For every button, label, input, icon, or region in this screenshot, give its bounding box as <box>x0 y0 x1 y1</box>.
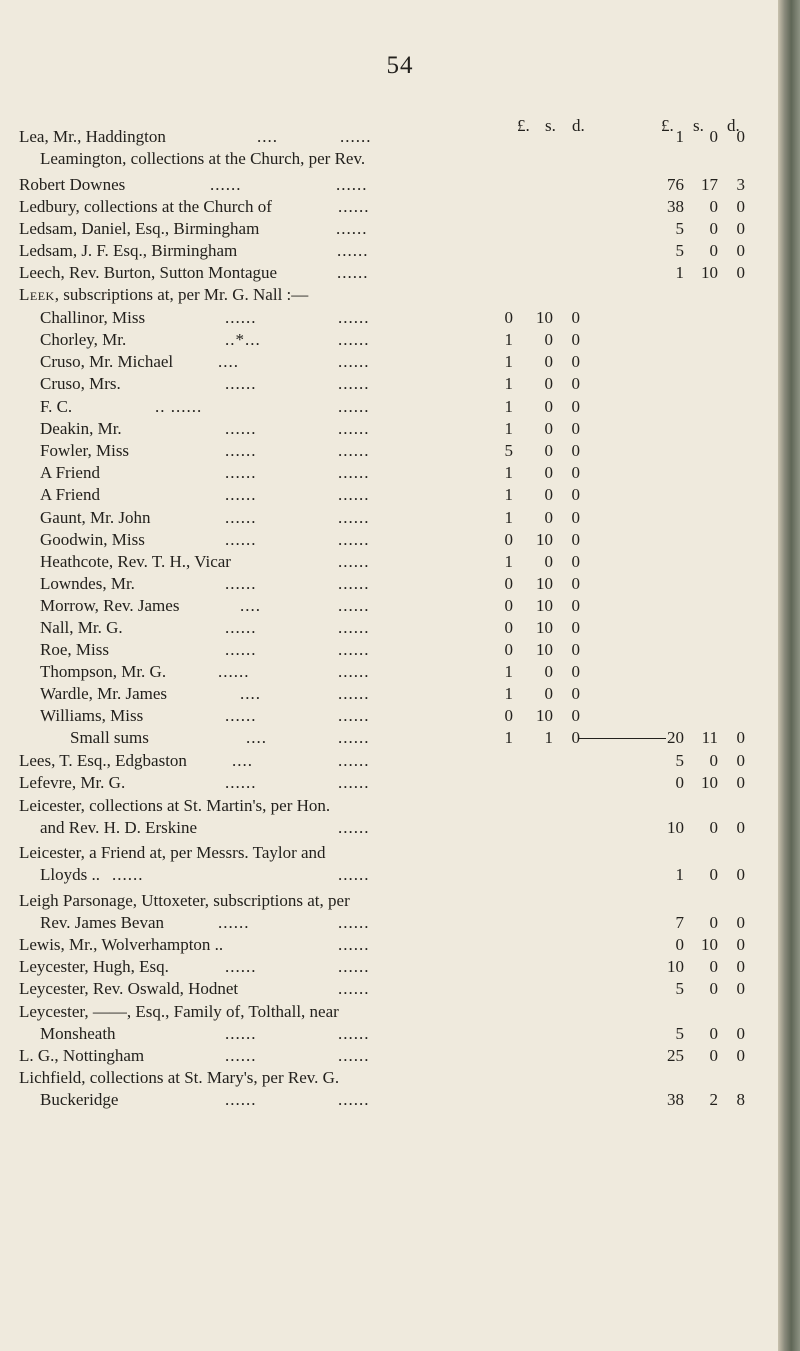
header-pounds: £. <box>517 116 530 135</box>
leader-dots: ...... <box>338 419 370 438</box>
amount-pence: 3 <box>736 175 745 194</box>
amount-shillings: 11 <box>701 728 718 747</box>
list-item <box>0 617 782 639</box>
leader-dots: ...... <box>218 913 250 932</box>
amount-pounds: 1 <box>504 419 513 438</box>
amount-shillings: 0 <box>544 419 553 438</box>
entry-name: Gaunt, Mr. John <box>40 508 151 527</box>
amount-shillings: 10 <box>701 935 718 954</box>
entry-name: Monsheath <box>40 1024 116 1043</box>
amount-pence: 0 <box>571 662 580 681</box>
entry-name: Rev. James Bevan <box>40 913 165 932</box>
amount-pounds: 1 <box>504 352 513 371</box>
leader-dots: .... <box>246 728 267 747</box>
amount-shillings: 0 <box>544 552 553 571</box>
entry-name: Leicester, collections at St. Martin's, per Hon. <box>19 796 331 815</box>
leader-dots: .... <box>240 684 261 703</box>
list-item <box>0 750 782 772</box>
leader-dots: ...... <box>338 706 370 725</box>
amount-pounds: 1 <box>675 263 684 282</box>
amount-pounds: 1 <box>675 865 684 884</box>
leader-dots: ...... <box>225 1024 257 1043</box>
amount-pounds: 0 <box>675 773 684 792</box>
amount-shillings: 10 <box>536 574 553 593</box>
list-item <box>0 934 782 956</box>
entry-name: Leek, subscriptions at, per Mr. G. Nall :— <box>19 285 309 304</box>
leader-dots: ...... <box>225 374 257 393</box>
entry-name: Buckeridge <box>40 1090 119 1109</box>
list-item <box>0 262 782 284</box>
amount-pounds: 1 <box>504 397 513 416</box>
amount-shillings: 0 <box>709 127 718 146</box>
list-item <box>0 484 782 506</box>
amount-shillings: 0 <box>709 219 718 238</box>
entry-name: Chorley, Mr. <box>40 330 127 349</box>
amount-shillings: 0 <box>709 979 718 998</box>
list-item <box>0 772 782 794</box>
leader-dots: ...... <box>338 530 370 549</box>
leader-dots: ..*... <box>225 330 261 349</box>
list-item <box>0 864 782 886</box>
amount-pence: 0 <box>571 308 580 327</box>
list-item <box>0 507 782 529</box>
leader-dots: ...... <box>225 419 257 438</box>
entry-name: A Friend <box>40 485 100 504</box>
entry-name: Williams, Miss <box>40 706 144 725</box>
amount-pence: 0 <box>571 397 580 416</box>
amount-shillings: 0 <box>709 1024 718 1043</box>
entry-name: Leamington, collections at the Church, per Rev. <box>40 149 366 168</box>
list-item <box>0 595 782 617</box>
leader-dots: ...... <box>338 618 370 637</box>
header-shillings: s. <box>693 116 704 135</box>
leader-dots: ...... <box>338 1090 370 1109</box>
amount-pence: 0 <box>736 127 745 146</box>
list-item <box>0 1089 782 1111</box>
amount-pence: 0 <box>571 618 580 637</box>
list-item <box>0 126 782 148</box>
leader-dots: ...... <box>338 684 370 703</box>
list-item <box>0 396 782 418</box>
list-item <box>0 817 782 839</box>
amount-pounds: 1 <box>504 684 513 703</box>
entry-name: Lea, Mr., Haddington <box>19 127 166 146</box>
page-number: 54 <box>386 52 414 79</box>
amount-pounds: 1 <box>504 662 513 681</box>
entry-name: Robert Downes <box>19 175 126 194</box>
leader-dots: ...... <box>338 1046 370 1065</box>
leader-dots: ...... <box>225 485 257 504</box>
leader-dots: ...... <box>112 865 144 884</box>
leader-dots: ...... <box>338 935 370 954</box>
leader-dots: ...... <box>225 574 257 593</box>
entry-name: Morrow, Rev. James <box>40 596 180 615</box>
leader-dots: ...... <box>338 865 370 884</box>
entry-name: Lowndes, Mr. <box>40 574 135 593</box>
leader-dots: ...... <box>338 441 370 460</box>
amount-shillings: 0 <box>709 197 718 216</box>
list-item <box>0 196 782 218</box>
leader-dots: ...... <box>337 241 369 260</box>
amount-pence: 0 <box>571 728 580 747</box>
entry-name: Cruso, Mrs. <box>40 374 121 393</box>
entry-name: Wardle, Mr. James <box>40 684 168 703</box>
list-item <box>0 1045 782 1067</box>
entry-name: Leycester, Hugh, Esq. <box>19 957 169 976</box>
amount-pounds: 0 <box>504 308 513 327</box>
leader-dots: ...... <box>336 175 368 194</box>
amount-shillings: 1 <box>544 728 553 747</box>
amount-shillings: 0 <box>544 352 553 371</box>
entry-name: Heathcote, Rev. T. H., Vicar <box>40 552 231 571</box>
amount-pounds: 38 <box>667 1090 684 1109</box>
amount-shillings: 0 <box>709 241 718 260</box>
entry-name: Thompson, Mr. G. <box>40 662 167 681</box>
list-item <box>0 795 782 817</box>
list-item <box>0 551 782 573</box>
list-item <box>0 240 782 262</box>
header-pounds: £. <box>661 116 674 135</box>
amount-pence: 0 <box>571 530 580 549</box>
leader-dots: .... <box>240 596 261 615</box>
entry-name: A Friend <box>40 463 100 482</box>
leader-dots: .. ...... <box>155 397 203 416</box>
amount-pence: 0 <box>736 773 745 792</box>
list-item <box>0 978 782 1000</box>
list-item <box>0 307 782 329</box>
entry-name: Lloyds .. <box>40 865 100 884</box>
amount-pounds: 1 <box>504 330 513 349</box>
leader-dots: ...... <box>338 773 370 792</box>
amount-pounds: 25 <box>667 1046 684 1065</box>
entry-name: Leycester, Rev. Oswald, Hodnet <box>19 979 239 998</box>
amount-shillings: 0 <box>709 913 718 932</box>
entry-name: Cruso, Mr. Michael <box>40 352 174 371</box>
amount-pence: 0 <box>736 1046 745 1065</box>
amount-pence: 0 <box>736 728 745 747</box>
amount-pounds: 1 <box>504 374 513 393</box>
list-item <box>0 956 782 978</box>
amount-shillings: 0 <box>709 865 718 884</box>
amount-pounds: 5 <box>504 441 513 460</box>
amount-pounds: 76 <box>667 175 684 194</box>
amount-shillings: 0 <box>544 508 553 527</box>
amount-shillings: 10 <box>536 308 553 327</box>
leader-dots: ...... <box>338 574 370 593</box>
amount-pounds: 1 <box>504 485 513 504</box>
leader-dots: ...... <box>225 463 257 482</box>
leader-dots: ...... <box>210 175 242 194</box>
leader-dots: ...... <box>338 374 370 393</box>
amount-shillings: 0 <box>709 751 718 770</box>
amount-pence: 0 <box>736 957 745 976</box>
entry-name: and Rev. H. D. Erskine <box>40 818 198 837</box>
entry-name: F. C. <box>40 397 73 416</box>
entry-name: Lewis, Mr., Wolverhampton .. <box>19 935 224 954</box>
entry-name: Leech, Rev. Burton, Sutton Montague <box>19 263 278 282</box>
amount-pounds: 7 <box>675 913 684 932</box>
amount-shillings: 10 <box>536 618 553 637</box>
entry-name: Lichfield, collections at St. Mary's, per Rev. G. <box>19 1068 340 1087</box>
amount-pence: 0 <box>571 374 580 393</box>
amount-pounds: 10 <box>667 818 684 837</box>
leader-dots: ...... <box>338 352 370 371</box>
list-item <box>0 174 782 196</box>
list-item <box>0 1067 782 1089</box>
amount-pence: 0 <box>571 706 580 725</box>
amount-shillings: 10 <box>536 530 553 549</box>
amount-pence: 0 <box>736 1024 745 1043</box>
amount-pence: 8 <box>736 1090 745 1109</box>
amount-pence: 0 <box>736 818 745 837</box>
amount-pence: 0 <box>736 263 745 282</box>
list-item <box>0 683 782 705</box>
leader-dots: ...... <box>338 308 370 327</box>
amount-pounds: 1 <box>504 728 513 747</box>
entry-name: Leycester, ——, Esq., Family of, Tolthall, near <box>19 1002 339 1021</box>
amount-shillings: 10 <box>701 263 718 282</box>
entry-name: L. G., Nottingham <box>19 1046 145 1065</box>
amount-pence: 0 <box>736 913 745 932</box>
amount-pence: 0 <box>571 508 580 527</box>
entry-name: Ledsam, J. F. Esq., Birmingham <box>19 241 238 260</box>
leader-dots: ...... <box>338 662 370 681</box>
amount-pence: 0 <box>571 352 580 371</box>
amount-pounds: 5 <box>675 219 684 238</box>
list-item <box>0 573 782 595</box>
amount-pounds: 0 <box>675 935 684 954</box>
list-item <box>0 373 782 395</box>
amount-pence: 0 <box>571 441 580 460</box>
list-item <box>0 1001 782 1023</box>
amount-shillings: 0 <box>709 957 718 976</box>
amount-shillings: 10 <box>536 596 553 615</box>
amount-pence: 0 <box>571 419 580 438</box>
amount-pounds: 38 <box>667 197 684 216</box>
amount-shillings: 0 <box>544 485 553 504</box>
entry-name: Nall, Mr. G. <box>40 618 123 637</box>
leader-dots: ...... <box>338 197 370 216</box>
entry-name: Goodwin, Miss <box>40 530 145 549</box>
amount-pence: 0 <box>736 241 745 260</box>
list-item <box>0 727 782 749</box>
amount-pence: 0 <box>571 640 580 659</box>
amount-pounds: 0 <box>504 706 513 725</box>
amount-pounds: 5 <box>675 1024 684 1043</box>
amount-pounds: 1 <box>504 552 513 571</box>
entry-name: Fowler, Miss <box>40 441 130 460</box>
entry-name: Lefevre, Mr. G. <box>19 773 126 792</box>
leader-dots: ...... <box>338 596 370 615</box>
amount-pounds: 1 <box>504 508 513 527</box>
amount-pounds: 5 <box>675 241 684 260</box>
leader-dots: ...... <box>337 263 369 282</box>
amount-shillings: 0 <box>544 684 553 703</box>
amount-pounds: 0 <box>504 530 513 549</box>
amount-shillings: 0 <box>544 397 553 416</box>
entry-name: Challinor, Miss <box>40 308 146 327</box>
leader-dots: ...... <box>338 751 370 770</box>
leader-dots: ...... <box>338 485 370 504</box>
leader-dots: ...... <box>225 508 257 527</box>
leader-dots: ...... <box>225 957 257 976</box>
amount-pounds: 1 <box>675 127 684 146</box>
list-item <box>0 284 782 306</box>
leader-dots: ...... <box>338 640 370 659</box>
leader-dots: ...... <box>225 618 257 637</box>
leader-dots: ...... <box>338 728 370 747</box>
amount-pence: 0 <box>571 574 580 593</box>
list-item <box>0 329 782 351</box>
amount-shillings: 0 <box>544 374 553 393</box>
amount-pounds: 0 <box>504 574 513 593</box>
list-item <box>0 351 782 373</box>
amount-pence: 0 <box>571 596 580 615</box>
amount-pence: 0 <box>571 552 580 571</box>
amount-pence: 0 <box>736 219 745 238</box>
entry-name: Ledsam, Daniel, Esq., Birmingham <box>19 219 260 238</box>
amount-pounds: 1 <box>504 463 513 482</box>
leader-dots: .... <box>257 127 278 146</box>
list-item <box>0 705 782 727</box>
amount-pence: 0 <box>571 485 580 504</box>
leader-dots: ...... <box>338 330 370 349</box>
amount-shillings: 0 <box>544 662 553 681</box>
leader-dots: ...... <box>218 662 250 681</box>
amount-shillings: 2 <box>709 1090 718 1109</box>
header-pence: d. <box>572 116 585 135</box>
list-item <box>0 218 782 240</box>
amount-shillings: 0 <box>544 330 553 349</box>
amount-pence: 0 <box>571 463 580 482</box>
amount-pounds: 5 <box>675 751 684 770</box>
total-connector-rule <box>578 738 666 739</box>
list-item <box>0 529 782 551</box>
entry-name: Leicester, a Friend at, per Messrs. Taylor and <box>19 843 326 862</box>
leader-dots: ...... <box>225 1090 257 1109</box>
leader-dots: ...... <box>338 1024 370 1043</box>
amount-pence: 0 <box>571 684 580 703</box>
leader-dots: ...... <box>225 640 257 659</box>
leader-dots: ...... <box>225 308 257 327</box>
amount-shillings: 0 <box>709 1046 718 1065</box>
entry-name: Deakin, Mr. <box>40 419 122 438</box>
leader-dots: ...... <box>225 530 257 549</box>
leader-dots: ...... <box>336 219 368 238</box>
list-item <box>0 148 782 170</box>
leader-dots: ...... <box>338 508 370 527</box>
list-item <box>0 1023 782 1045</box>
leader-dots: ...... <box>225 1046 257 1065</box>
amount-pence: 0 <box>736 865 745 884</box>
page-edge <box>778 0 800 1351</box>
header-shillings: s. <box>545 116 556 135</box>
list-item <box>0 462 782 484</box>
leader-dots: ...... <box>338 818 370 837</box>
list-item <box>0 890 782 912</box>
leader-dots: .... <box>218 352 239 371</box>
amount-pounds: 20 <box>667 728 684 747</box>
leader-dots: ...... <box>225 706 257 725</box>
amount-pence: 0 <box>736 979 745 998</box>
amount-shillings: 10 <box>536 706 553 725</box>
leader-dots: ...... <box>338 463 370 482</box>
entry-name: Leigh Parsonage, Uttoxeter, subscriptions at, per <box>19 891 350 910</box>
amount-pounds: 0 <box>504 640 513 659</box>
amount-pounds: 5 <box>675 979 684 998</box>
amount-shillings: 0 <box>544 463 553 482</box>
leader-dots: .... <box>232 751 253 770</box>
leader-dots: ...... <box>225 441 257 460</box>
amount-pence: 0 <box>736 935 745 954</box>
entry-name: Roe, Miss <box>40 640 109 659</box>
entry-name: Lees, T. Esq., Edgbaston <box>19 751 187 770</box>
leader-dots: ...... <box>338 957 370 976</box>
amount-shillings: 0 <box>544 441 553 460</box>
amount-pence: 0 <box>571 330 580 349</box>
amount-shillings: 17 <box>701 175 718 194</box>
list-item <box>0 639 782 661</box>
leader-dots: ...... <box>338 913 370 932</box>
list-item <box>0 418 782 440</box>
amount-pence: 0 <box>736 751 745 770</box>
header-pence: d. <box>727 116 740 135</box>
amount-pounds: 10 <box>667 957 684 976</box>
amount-pence: 0 <box>736 197 745 216</box>
list-item <box>0 440 782 462</box>
amount-shillings: 10 <box>701 773 718 792</box>
leader-dots: ...... <box>338 979 370 998</box>
amount-shillings: 0 <box>709 818 718 837</box>
leader-dots: ...... <box>338 397 370 416</box>
entry-name: Small sums <box>70 728 149 747</box>
list-item <box>0 912 782 934</box>
amount-shillings: 10 <box>536 640 553 659</box>
amount-pounds: 0 <box>504 618 513 637</box>
list-item <box>0 661 782 683</box>
leader-dots: ...... <box>340 127 372 146</box>
leader-dots: ...... <box>338 552 370 571</box>
leader-dots: ...... <box>225 773 257 792</box>
entry-name: Ledbury, collections at the Church of <box>19 197 272 216</box>
list-item <box>0 842 782 864</box>
amount-pounds: 0 <box>504 596 513 615</box>
